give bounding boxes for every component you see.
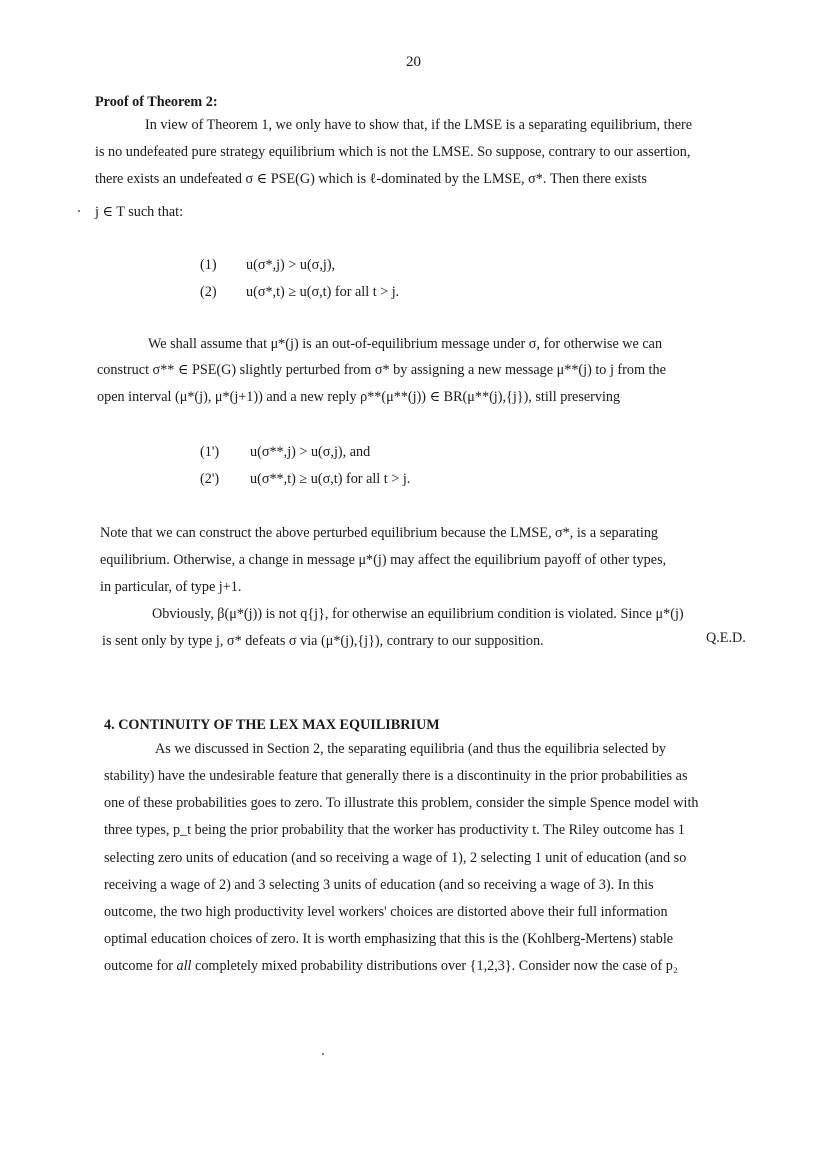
scan-speck: [322, 1053, 324, 1055]
note-line: is sent only by type j, σ* defeats σ via (μ*(j),{j}), contrary to our supposition.: [102, 633, 544, 649]
proof-line: We shall assume that μ*(j) is an out-of-equilibrium message under σ, for otherwise we can: [148, 336, 663, 352]
section-line: As we discussed in Section 2, the separating equilibria (and thus the equilibria selected by: [155, 741, 667, 757]
section-line: three types, p_t being the prior probability that the worker has productivity t. The Riley outcome has 1: [104, 822, 685, 838]
proof-line: there exists an undefeated σ ∈ PSE(G) which is ℓ-dominated by the LMSE, σ*. Then there exists: [95, 171, 647, 187]
section-line-last: [104, 957, 678, 975]
section-line: receiving a wage of 2) and 3 selecting 3 units of education (and so receiving a wage of 3). In this: [104, 877, 654, 893]
text-run: outcome for: [104, 958, 177, 974]
equation: u(σ**,j) > u(σ,j), and: [250, 444, 371, 460]
section-line: one of these probabilities goes to zero. To illustrate this problem, consider the simple Spence model with: [104, 795, 699, 811]
equation-number: (1'): [200, 444, 220, 460]
note-line: Obviously, β(μ*(j)) is not q{j}, for otherwise an equilibrium condition is violated. Since μ*(j): [152, 606, 684, 622]
proof-line: construct σ** ∈ PSE(G) slightly perturbed from σ* by assigning a new message μ**(j) to j from the: [97, 362, 666, 378]
emphasis-all: all: [176, 958, 192, 974]
note-line: Note that we can construct the above perturbed equilibrium because the LMSE, σ*, is a separating: [100, 525, 659, 541]
equation: u(σ**,t) ≥ u(σ,t) for all t > j.: [250, 471, 411, 487]
equation: u(σ*,j) > u(σ,j),: [246, 257, 336, 273]
proof-line: open interval (μ*(j), μ*(j+1)) and a new reply ρ**(μ**(j)) ∈ BR(μ**(j),{j}), still preserving: [97, 389, 621, 405]
section-line: outcome, the two high productivity level workers' choices are distorted above their full information: [104, 904, 668, 920]
note-line: in particular, of type j+1.: [100, 579, 242, 595]
section-heading: 4. CONTINUITY OF THE LEX MAX EQUILIBRIUM: [104, 717, 440, 733]
equation-number: (2): [200, 284, 217, 300]
equation-number: (1): [200, 257, 217, 273]
scan-speck: [78, 210, 80, 212]
equation-number: (2'): [200, 471, 220, 487]
note-line: equilibrium. Otherwise, a change in message μ*(j) may affect the equilibrium payoff of other types,: [100, 552, 667, 568]
qed-mark: Q.E.D.: [706, 630, 746, 646]
proof-line: j ∈ T such that:: [95, 204, 184, 220]
page-number: 20: [406, 54, 421, 70]
section-line: optimal education choices of zero. It is worth emphasizing that this is the (Kohlberg-Mertens) stable: [104, 931, 674, 947]
proof-line: In view of Theorem 1, we only have to show that, if the LMSE is a separating equilibrium, there: [145, 117, 693, 133]
proof-line: is no undefeated pure strategy equilibrium which is not the LMSE. So suppose, contrary to our assertion,: [95, 144, 691, 160]
equation: u(σ*,t) ≥ u(σ,t) for all t > j.: [246, 284, 400, 300]
section-line: selecting zero units of education (and so receiving a wage of 1), 2 selecting 1 unit of education (and so: [104, 850, 687, 866]
section-line: stability) have the undesirable feature that generally there is a discontinuity in the prior probabilities as: [104, 768, 688, 784]
proof-heading: Proof of Theorem 2:: [95, 94, 218, 110]
text-run: completely mixed probability distributions over {1,2,3}. Consider now the case of p₂: [191, 958, 678, 974]
